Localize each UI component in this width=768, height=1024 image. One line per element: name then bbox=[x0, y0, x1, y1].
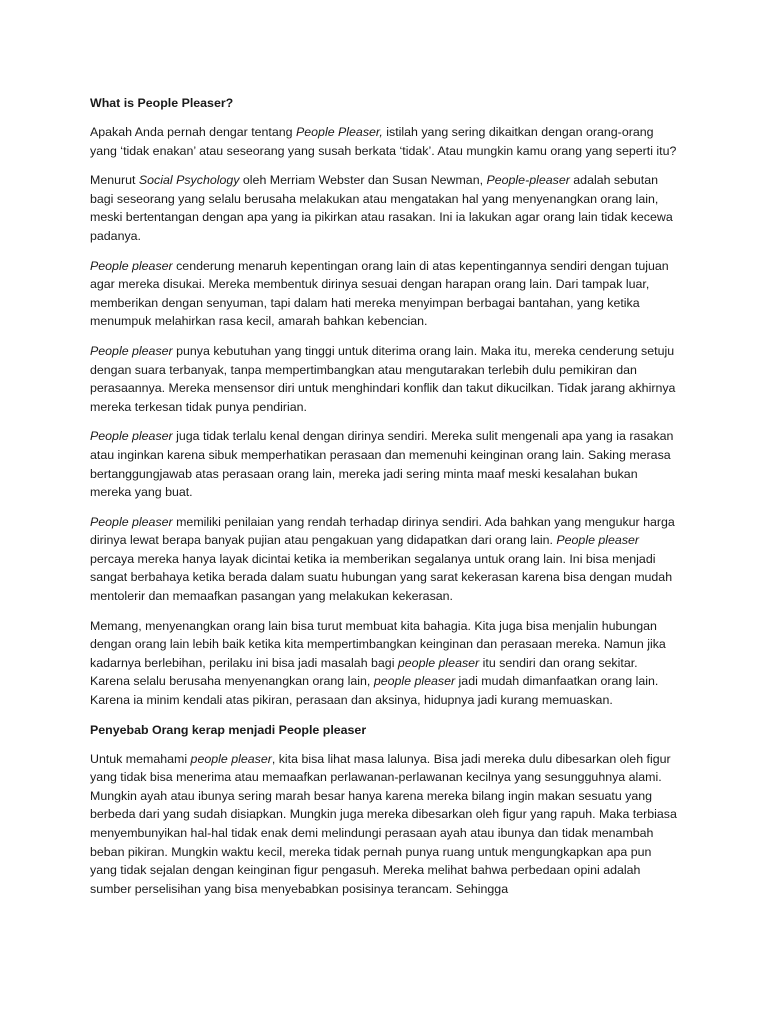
italic-term: People pleaser bbox=[90, 343, 173, 358]
italic-term: People-pleaser bbox=[486, 173, 570, 188]
italic-term: People pleaser bbox=[556, 533, 640, 548]
italic-term: people pleaser bbox=[373, 674, 456, 689]
text-run: Menurut bbox=[90, 173, 139, 188]
document-title: What is People Pleaser? bbox=[90, 96, 234, 110]
text-run: adalah sebutan bagi seseorang yang selalu berusaha melakukan atau mengatakan hal yang menyenangkan orang lain, meski bertentangan dengan apa yang ia pikirkan atau rasakan. Ini ia lakukan agar orang lain tidak kecewa padanya. bbox=[90, 173, 673, 243]
paragraph bbox=[90, 513, 678, 606]
italic-term: People Pleaser, bbox=[296, 125, 383, 139]
text-run: cenderung menaruh kepentingan orang lain di atas kepentingannya sendiri dengan tujuan agar mereka disukai. Mereka membentuk dirinya sesuai dengan harapan orang lain. Dari tampak luar, memberikan dengan senyuman, tapi dalam hati mereka menyimpan berbagai bantahan, yang ketika menumpuk melahirkan rasa kecil, amarah bahkan kebencian. bbox=[90, 258, 669, 329]
text-run: memiliki penilaian yang rendah terhadap dirinya sendiri. Ada bahkan yang mengukur harga dirinya lewat berapa banyak pujian atau pengakuan yang didapatkan dari orang lain. bbox=[90, 514, 675, 548]
text-run: oleh Merriam Webster dan Susan Newman, bbox=[239, 173, 487, 188]
section-paragraphs bbox=[90, 750, 678, 899]
text-run: Untuk memahami bbox=[90, 751, 191, 766]
italic-term: People pleaser bbox=[90, 514, 173, 529]
paragraph bbox=[90, 171, 678, 245]
italic-term: Social Psychology bbox=[138, 173, 240, 188]
italic-term: people pleaser bbox=[397, 655, 480, 670]
paragraph bbox=[90, 617, 678, 710]
body-paragraphs bbox=[90, 123, 678, 710]
text-run: , kita bisa lihat masa lalunya. Bisa jadi mereka dulu dibesarkan oleh figur yang tidak bisa menerima atau memaafkan perlawanan-perlawanan kecilnya yang sesungguhnya alami. Mungkin ayah atau ibunya sering marah besar hanya karena mereka bilang ingin makan sesuatu yang berbeda dari yang sudah disiapkan. Mungkin juga mereka dibesarkan oleh figur yang rapuh. Maka terbiasa menyembunyikan hal-hal tidak enak demi melindungi perasaan ayah atau ibunya dan tidak menambah beban pikiran. Mungkin waktu kecil, mereka tidak pernah punya ruang untuk mengungkapkan apa pun yang tidak sejalan dengan keinginan figur pengasuh. Mereka melihat bahwa perbedaan opini adalah sumber perselisihan yang bisa menyebabkan posisinya terancam. Sehingga bbox=[90, 751, 677, 896]
paragraph bbox=[90, 750, 678, 899]
paragraph bbox=[90, 342, 678, 416]
paragraph bbox=[90, 123, 678, 160]
paragraph bbox=[90, 427, 678, 501]
text-run: Memang, menyenangkan orang lain bisa turut membuat kita bahagia. Kita juga bisa menjalin hubungan dengan orang lain lebih baik ketika kita mempertimbangkan keinginan dan perasaan mereka. Namun jika kadarnya berlebihan, perilaku ini bisa jadi masalah bagi bbox=[90, 618, 666, 670]
paragraph bbox=[90, 257, 678, 331]
italic-term: people pleaser bbox=[190, 751, 272, 766]
text-run: punya kebutuhan yang tinggi untuk diterima orang lain. Maka itu, mereka cenderung setuju dengan suara terbanyak, tanpa mempertimbangkan atau mengutarakan terlebih dulu pemikiran dan perasaannya. Mereka mensensor diri untuk menghindari konflik dan takut dikucilkan. Tidak jarang akhirnya mereka terkesan tidak punya pendirian. bbox=[90, 343, 676, 414]
text-run: Apakah Anda pernah dengar tentang bbox=[90, 125, 296, 139]
section-heading: Penyebab Orang kerap menjadi People pleaser bbox=[90, 722, 367, 737]
text-run: itu sendiri dan orang sekitar. Karena selalu berusaha menyenangkan orang lain, bbox=[90, 655, 638, 689]
italic-term: People pleaser bbox=[90, 258, 173, 273]
text-run: percaya mereka hanya layak dicintai ketika ia memberikan segalanya untuk orang lain. Ini bisa menjadi sangat berbahaya ketika berada dalam suatu hubungan yang sarat kekerasan karena bisa dengan mudah mentolerir dan memaafkan pasangan yang melakukan kekerasan. bbox=[90, 551, 673, 604]
text-run: jadi mudah dimanfaatkan orang lain. Karena ia minim kendali atas pikiran, perasaan dan aksinya, hidupnya jadi kurang memuaskan. bbox=[90, 674, 659, 708]
text-run: istilah yang sering dikaitkan dengan orang-orang yang ‘tidak enakan’ atau seseorang yang susah berkata ‘tidak’. Atau mungkin kamu orang yang seperti itu? bbox=[90, 125, 677, 158]
italic-term: People pleaser bbox=[90, 429, 173, 444]
text-run: juga tidak terlalu kenal dengan dirinya sendiri. Mereka sulit mengenali apa yang ia rasakan atau inginkan karena sibuk memperhatikan perasaan dan memenuhi keinginan orang lain. Saking merasa bertanggungjawab atas perasaan orang lain, mereka jadi sering minta maaf meski kesalahan bukan mereka yang buat. bbox=[90, 429, 674, 500]
